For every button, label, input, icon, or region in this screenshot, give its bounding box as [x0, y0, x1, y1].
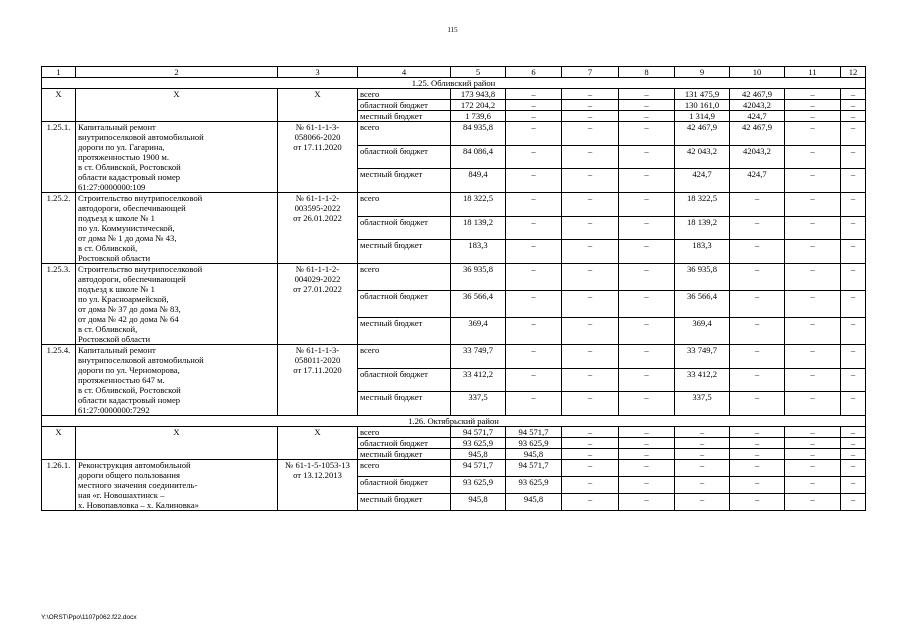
value-c12: – [841, 122, 866, 146]
item-name [76, 193, 278, 264]
value-c5: 173 943,8 [451, 89, 506, 100]
item-document-line: 058011-2020 [294, 355, 341, 365]
column-number-2: 2 [76, 67, 278, 78]
funding-source: всего [358, 345, 451, 369]
value-c11: – [785, 460, 841, 477]
value-c7: – [562, 216, 619, 240]
item-name [76, 122, 278, 193]
value-c12: – [841, 438, 866, 449]
value-c6: – [506, 169, 562, 193]
item-row [42, 460, 866, 477]
value-c12: – [841, 291, 866, 318]
section-total-row [42, 427, 866, 438]
value-c8: – [619, 240, 675, 264]
item-row [42, 122, 866, 146]
item-document [278, 122, 358, 193]
value-c10: 424,7 [730, 111, 785, 122]
value-c5: 93 625,9 [451, 438, 506, 449]
value-c7: – [562, 100, 619, 111]
item-document-line: № 61-1-1-2- [295, 193, 340, 203]
value-c9: 424,7 [675, 169, 730, 193]
value-c6: – [506, 392, 562, 416]
value-c11: – [785, 449, 841, 460]
value-c12: – [841, 145, 866, 169]
value-c11: – [785, 122, 841, 146]
value-c11: – [785, 264, 841, 291]
item-name-line: от дома № 1 до дома № 43, [78, 233, 177, 243]
item-name-line: Ростовской области [78, 334, 151, 344]
value-c9: 42 043,2 [675, 145, 730, 169]
value-c8: – [619, 89, 675, 100]
value-c6: 94 571,7 [506, 460, 562, 477]
item-name-line: местного значения соединитель- [78, 480, 198, 490]
funding-source: всего [358, 122, 451, 146]
column-number-9: 9 [675, 67, 730, 78]
item-name-line: ная «г. Новошахтинск – [78, 490, 165, 500]
value-c5: 94 571,7 [451, 460, 506, 477]
item-name-line: в ст. Обливской, Ростовской [78, 162, 181, 172]
item-name-line: области кадастровый номер [78, 395, 181, 405]
value-c9: – [675, 438, 730, 449]
value-c7: – [562, 392, 619, 416]
item-name-line: дороги по ул. Черноморова, [78, 365, 180, 375]
item-name-line: Ростовской области [78, 253, 151, 263]
item-name [76, 264, 278, 345]
item-document-line: от 26.01.2022 [293, 213, 342, 223]
value-c9: 36 935,8 [675, 264, 730, 291]
funding-source: местный бюджет [358, 111, 451, 122]
value-c9: 183,3 [675, 240, 730, 264]
value-c9: 18 322,5 [675, 193, 730, 217]
value-c12: – [841, 216, 866, 240]
value-c10: – [730, 193, 785, 217]
value-c5: 33 749,7 [451, 345, 506, 369]
value-c8: – [619, 122, 675, 146]
item-name-line: Капитальный ремонт [78, 345, 156, 355]
item-document-line: № 61-1-1-2- [295, 264, 340, 274]
value-c5: 36 566,4 [451, 291, 506, 318]
value-c6: – [506, 111, 562, 122]
item-name-line: дороги общего пользования [78, 470, 180, 480]
value-c6: – [506, 122, 562, 146]
value-c7: – [562, 449, 619, 460]
value-c11: – [785, 111, 841, 122]
value-c11: – [785, 368, 841, 392]
item-document-line: от 17.11.2020 [293, 365, 342, 375]
value-c7: – [562, 368, 619, 392]
item-document [278, 345, 358, 416]
value-c7: – [562, 240, 619, 264]
value-c9: 369,4 [675, 318, 730, 345]
value-c7: – [562, 460, 619, 477]
column-number-5: 5 [451, 67, 506, 78]
item-name-line: по ул. Красноармейской, [78, 294, 169, 304]
value-c6: – [506, 89, 562, 100]
value-c8: – [619, 368, 675, 392]
funding-source: областной бюджет [358, 145, 451, 169]
funding-source: местный бюджет [358, 169, 451, 193]
value-c10: – [730, 264, 785, 291]
item-document-line: от 13.12.2013 [293, 470, 342, 480]
value-c10: 42043,2 [730, 100, 785, 111]
funding-source: местный бюджет [358, 494, 451, 511]
value-c7: – [562, 477, 619, 494]
value-c10: – [730, 449, 785, 460]
total-marker-cell: Х [42, 427, 76, 460]
budget-table-wrapper [41, 66, 865, 511]
value-c12: – [841, 89, 866, 100]
value-c9: 337,5 [675, 392, 730, 416]
value-c5: 183,3 [451, 240, 506, 264]
total-marker-cell: Х [76, 89, 278, 122]
item-document-line: от 17.11.2020 [293, 142, 342, 152]
item-name-line: х. Новопавловка – х. Калиновка» [78, 500, 199, 510]
item-name-line: Строительство внутрипоселковой [78, 193, 203, 203]
value-c12: – [841, 477, 866, 494]
value-c9: 33 412,2 [675, 368, 730, 392]
value-c6: 94 571,7 [506, 427, 562, 438]
value-c5: 18 322,5 [451, 193, 506, 217]
item-name-line: протяженностью 1900 м. [78, 152, 170, 162]
value-c10: – [730, 216, 785, 240]
value-c7: – [562, 111, 619, 122]
column-number-1: 1 [42, 67, 76, 78]
value-c11: – [785, 216, 841, 240]
funding-source: всего [358, 264, 451, 291]
value-c12: – [841, 494, 866, 511]
value-c9: 1 314,9 [675, 111, 730, 122]
value-c12: – [841, 100, 866, 111]
value-c8: – [619, 427, 675, 438]
value-c11: – [785, 240, 841, 264]
value-c6: – [506, 264, 562, 291]
item-name-line: Строительство внутрипоселковой [78, 264, 203, 274]
item-document-line: № 61-1-5-1053-13 [285, 460, 350, 470]
item-name-line: Капитальный ремонт [78, 122, 156, 132]
value-c11: – [785, 291, 841, 318]
column-number-7: 7 [562, 67, 619, 78]
section-title: 1.26. Октябрьский район [42, 416, 866, 427]
value-c9: 36 566,4 [675, 291, 730, 318]
value-c10: 42 467,9 [730, 89, 785, 100]
column-number-3: 3 [278, 67, 358, 78]
value-c11: – [785, 494, 841, 511]
item-document [278, 264, 358, 345]
item-name-line: протяженностью 647 м. [78, 375, 165, 385]
value-c9: 42 467,9 [675, 122, 730, 146]
item-row [42, 345, 866, 369]
value-c12: – [841, 169, 866, 193]
item-document-line: № 61-1-1-3- [295, 122, 340, 132]
value-c8: – [619, 438, 675, 449]
item-number: 1.25.4. [42, 345, 76, 416]
value-c9: – [675, 449, 730, 460]
value-c7: – [562, 427, 619, 438]
value-c9: 131 475,9 [675, 89, 730, 100]
value-c10: 42043,2 [730, 145, 785, 169]
column-number-10: 10 [730, 67, 785, 78]
funding-source: местный бюджет [358, 240, 451, 264]
value-c5: 172 204,2 [451, 100, 506, 111]
item-row [42, 264, 866, 291]
item-name-line: в ст. Обливской, Ростовской [78, 385, 181, 395]
value-c11: – [785, 89, 841, 100]
value-c5: 337,5 [451, 392, 506, 416]
item-name-line: в ст. Обливской, [78, 324, 138, 334]
item-name-line: области кадастровый номер [78, 172, 181, 182]
funding-source: всего [358, 89, 451, 100]
item-name-line: 61:27:0000000:109 [78, 182, 146, 192]
value-c10: – [730, 345, 785, 369]
value-c11: – [785, 318, 841, 345]
value-c7: – [562, 318, 619, 345]
value-c7: – [562, 345, 619, 369]
funding-source: областной бюджет [358, 100, 451, 111]
item-name-line: Реконструкция автомобильной [78, 460, 191, 470]
item-document-line: 003595-2022 [294, 203, 341, 213]
item-document-line: № 61-1-1-3- [295, 345, 340, 355]
value-c5: 18 139,2 [451, 216, 506, 240]
value-c8: – [619, 477, 675, 494]
section-title-row [42, 416, 866, 427]
item-name [76, 460, 278, 511]
section-title-row [42, 78, 866, 89]
value-c10: – [730, 460, 785, 477]
value-c8: – [619, 318, 675, 345]
value-c10: – [730, 477, 785, 494]
value-c11: – [785, 427, 841, 438]
value-c6: 945,8 [506, 494, 562, 511]
funding-source: местный бюджет [358, 449, 451, 460]
value-c12: – [841, 427, 866, 438]
column-number-8: 8 [619, 67, 675, 78]
value-c8: – [619, 460, 675, 477]
value-c5: 849,4 [451, 169, 506, 193]
value-c11: – [785, 100, 841, 111]
value-c10: – [730, 291, 785, 318]
value-c9: – [675, 460, 730, 477]
item-name-line: в ст. Обливской, [78, 243, 138, 253]
value-c5: 945,8 [451, 494, 506, 511]
column-number-row [42, 67, 866, 78]
item-number: 1.26.1. [42, 460, 76, 511]
value-c10: – [730, 392, 785, 416]
value-c6: 93 625,9 [506, 438, 562, 449]
value-c8: – [619, 392, 675, 416]
value-c5: 94 571,7 [451, 427, 506, 438]
value-c12: – [841, 264, 866, 291]
value-c7: – [562, 169, 619, 193]
total-marker-cell: Х [278, 89, 358, 122]
value-c8: – [619, 145, 675, 169]
total-marker-cell: Х [42, 89, 76, 122]
section-title: 1.25. Обливский район [42, 78, 866, 89]
value-c10: – [730, 494, 785, 511]
value-c7: – [562, 89, 619, 100]
value-c6: – [506, 291, 562, 318]
column-number-12: 12 [841, 67, 866, 78]
value-c6: – [506, 345, 562, 369]
value-c11: – [785, 477, 841, 494]
value-c6: – [506, 193, 562, 217]
value-c7: – [562, 438, 619, 449]
value-c6: – [506, 145, 562, 169]
value-c5: 84 935,8 [451, 122, 506, 146]
value-c6: 945,8 [506, 449, 562, 460]
value-c7: – [562, 193, 619, 217]
item-name [76, 345, 278, 416]
value-c12: – [841, 449, 866, 460]
funding-source: областной бюджет [358, 438, 451, 449]
value-c9: 130 161,0 [675, 100, 730, 111]
value-c8: – [619, 291, 675, 318]
value-c8: – [619, 100, 675, 111]
value-c8: – [619, 111, 675, 122]
item-name-line: автодороги, обеспечивающей [78, 274, 186, 284]
value-c12: – [841, 111, 866, 122]
item-name-line: по ул. Коммунистической, [78, 223, 175, 233]
funding-source: областной бюджет [358, 216, 451, 240]
section-total-row [42, 89, 866, 100]
item-name-line: дороги по ул. Гагарина, [78, 142, 165, 152]
value-c11: – [785, 169, 841, 193]
value-c10: – [730, 438, 785, 449]
item-name-line: 61:27:0000000:7292 [78, 405, 150, 415]
item-row [42, 193, 866, 217]
item-document-line: 004029-2022 [294, 274, 341, 284]
funding-source: областной бюджет [358, 291, 451, 318]
value-c11: – [785, 193, 841, 217]
column-number-11: 11 [785, 67, 841, 78]
item-document [278, 193, 358, 264]
value-c9: – [675, 427, 730, 438]
value-c7: – [562, 494, 619, 511]
value-c10: 42 467,9 [730, 122, 785, 146]
value-c6: – [506, 100, 562, 111]
value-c5: 945,8 [451, 449, 506, 460]
item-name-line: внутрипоселковой автомобильной [78, 132, 204, 142]
item-name-line: автодороги, обеспечивающей [78, 203, 186, 213]
value-c8: – [619, 169, 675, 193]
value-c10: – [730, 240, 785, 264]
value-c5: 93 625,9 [451, 477, 506, 494]
value-c6: – [506, 216, 562, 240]
value-c9: – [675, 477, 730, 494]
value-c8: – [619, 216, 675, 240]
item-number: 1.25.3. [42, 264, 76, 345]
funding-source: всего [358, 193, 451, 217]
item-name-line: от дома № 42 до дома № 64 [78, 314, 179, 324]
value-c10: – [730, 427, 785, 438]
value-c10: – [730, 318, 785, 345]
value-c12: – [841, 368, 866, 392]
value-c5: 36 935,8 [451, 264, 506, 291]
value-c8: – [619, 193, 675, 217]
value-c11: – [785, 345, 841, 369]
value-c9: 18 139,2 [675, 216, 730, 240]
funding-source: всего [358, 427, 451, 438]
funding-source: всего [358, 460, 451, 477]
funding-source: областной бюджет [358, 477, 451, 494]
item-name-line: подъезд к школе № 1 [78, 284, 155, 294]
funding-source: местный бюджет [358, 318, 451, 345]
column-number-4: 4 [358, 67, 451, 78]
budget-table [41, 66, 866, 511]
item-number: 1.25.1. [42, 122, 76, 193]
value-c8: – [619, 264, 675, 291]
value-c9: – [675, 494, 730, 511]
value-c7: – [562, 145, 619, 169]
value-c8: – [619, 494, 675, 511]
total-marker-cell: Х [76, 427, 278, 460]
value-c7: – [562, 264, 619, 291]
value-c7: – [562, 291, 619, 318]
item-document [278, 460, 358, 511]
value-c5: 369,4 [451, 318, 506, 345]
page-number: 115 [447, 26, 458, 34]
item-document-line: 058066-2020 [294, 132, 341, 142]
value-c6: 93 625,9 [506, 477, 562, 494]
value-c12: – [841, 318, 866, 345]
column-number-6: 6 [506, 67, 562, 78]
item-name-line: от дома № 37 до дома № 83, [78, 304, 181, 314]
value-c10: – [730, 368, 785, 392]
budget-table-body [42, 67, 866, 511]
item-name-line: подъезд к школе № 1 [78, 213, 155, 223]
value-c8: – [619, 449, 675, 460]
value-c12: – [841, 392, 866, 416]
value-c6: – [506, 318, 562, 345]
item-name-line: внутрипоселковой автомобильной [78, 355, 204, 365]
value-c10: 424,7 [730, 169, 785, 193]
value-c8: – [619, 345, 675, 369]
funding-source: местный бюджет [358, 392, 451, 416]
value-c11: – [785, 438, 841, 449]
value-c5: 1 739,6 [451, 111, 506, 122]
item-document-line: от 27.01.2022 [293, 284, 342, 294]
value-c11: – [785, 392, 841, 416]
value-c12: – [841, 193, 866, 217]
value-c7: – [562, 122, 619, 146]
value-c5: 33 412,2 [451, 368, 506, 392]
value-c6: – [506, 240, 562, 264]
value-c6: – [506, 368, 562, 392]
value-c5: 84 086,4 [451, 145, 506, 169]
value-c12: – [841, 460, 866, 477]
funding-source: областной бюджет [358, 368, 451, 392]
value-c12: – [841, 240, 866, 264]
footer-file-path: Y:\ORST\Ppo\1107p062.f22.docx [41, 614, 137, 621]
value-c9: 33 749,7 [675, 345, 730, 369]
value-c11: – [785, 145, 841, 169]
total-marker-cell: Х [278, 427, 358, 460]
value-c12: – [841, 345, 866, 369]
item-number: 1.25.2. [42, 193, 76, 264]
